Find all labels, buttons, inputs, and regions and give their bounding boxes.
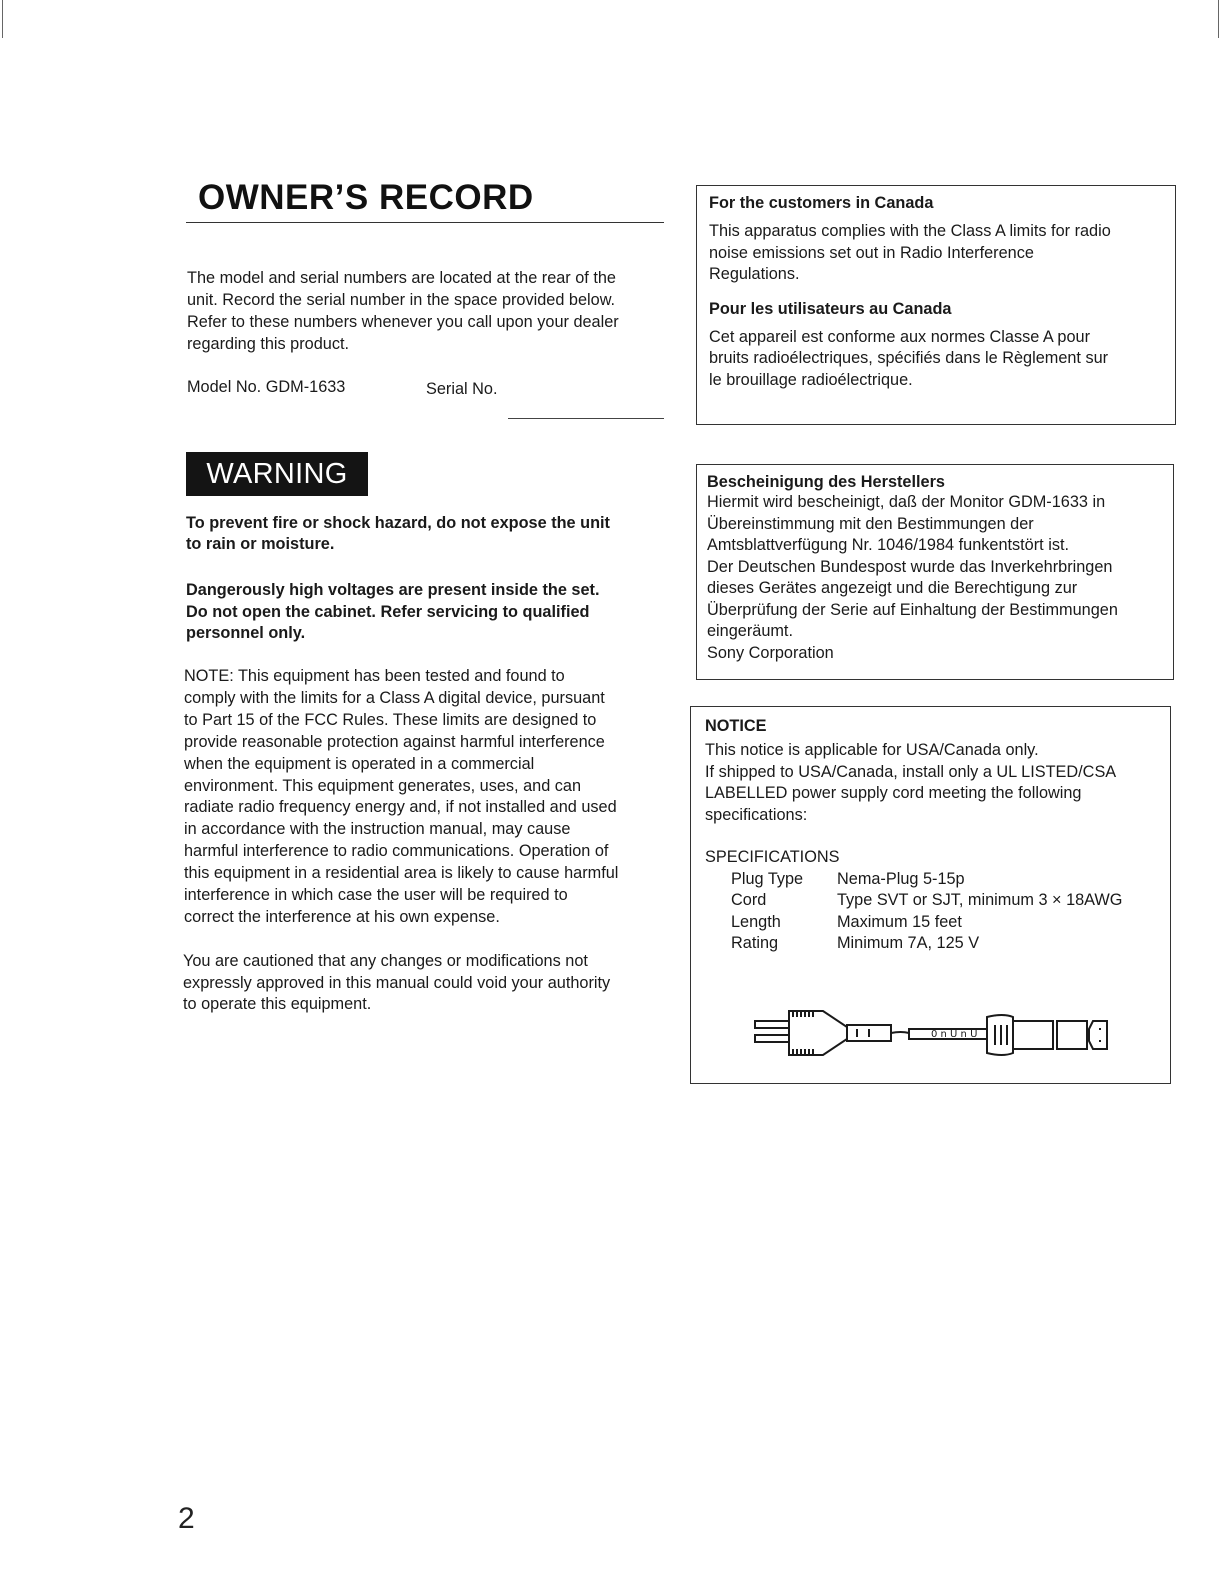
german-line: Hiermit wird bescheinigt, daß der Monitor GDM-1633 in [707, 493, 1106, 511]
right-margin-mark [1218, 0, 1219, 38]
german-line: Amtsblattverfügung Nr. 1046/1984 funkentstört ist. [707, 536, 1070, 554]
note-line: to Part 15 of the FCC Rules. These limits are designed to [184, 710, 597, 729]
hazard-line: to rain or moisture. [186, 535, 335, 553]
note-line: correct the interference at his own expense. [184, 907, 500, 926]
canada-fr-line: bruits radioélectriques, spécifiés dans le Règlement sur [709, 349, 1109, 367]
svg-text:0 n U n U: 0 n U n U [931, 1029, 978, 1040]
voltage-line: personnel only. [186, 624, 306, 642]
german-line: dieses Gerätes angezeigt und die Berechtigung zur [707, 579, 1078, 597]
caution-line: expressly approved in this manual could void your authority [183, 973, 611, 992]
title-underline [186, 222, 664, 223]
specifications-heading: SPECIFICATIONS [705, 848, 840, 866]
intro-line: The model and serial numbers are located at the rear of the [187, 269, 616, 287]
canada-heading-fr: Pour les utilisateurs au Canada [709, 299, 952, 318]
notice-line: This notice is applicable for USA/Canada only. [705, 741, 1039, 759]
intro-line: Refer to these numbers whenever you call upon your dealer [187, 313, 619, 331]
spec-value: Minimum 7A, 125 V [837, 934, 980, 952]
note-line: interference in which case the user will be required to [184, 886, 568, 905]
serial-number-label: Serial No. [426, 380, 498, 398]
note-line: radiate radio frequency energy and, if not installed and used [184, 798, 617, 817]
note-line: harmful interference to radio communications. Operation of [184, 842, 609, 861]
serial-number-line [508, 418, 664, 419]
page-title: OWNER’S RECORD [198, 178, 534, 217]
notice-line: If shipped to USA/Canada, install only a UL LISTED/CSA [705, 762, 1117, 781]
german-line: Der Deutschen Bundespost wurde das Inverkehrbringen [707, 557, 1113, 576]
spec-row [705, 869, 1156, 891]
spec-name: Length [731, 912, 781, 931]
note-line: when the equipment is operated in a commercial [184, 754, 535, 773]
german-line: eingeräumt. [707, 622, 793, 640]
spec-name: Cord [731, 891, 767, 909]
manufacturer-certificate-box [696, 464, 1174, 680]
note-line: NOTE: This equipment has been tested and found to [184, 667, 565, 685]
spec-value: Maximum 15 feet [837, 912, 962, 931]
german-heading: Bescheinigung des Herstellers [707, 473, 945, 491]
canada-heading-en: For the customers in Canada [709, 194, 934, 212]
german-line: Überprüfung der Serie auf Einhaltung der Bestimmungen [707, 600, 1118, 619]
high-voltage-warning [186, 580, 599, 645]
spec-name: Rating [731, 934, 779, 952]
fire-hazard-warning [186, 513, 610, 555]
caution-line: to operate this equipment. [183, 995, 372, 1013]
note-line: environment. This equipment generates, uses, and can [184, 776, 582, 795]
canada-fr-line: le brouillage radioélectrique. [709, 370, 913, 389]
spec-row [705, 912, 1156, 934]
note-line: in accordance with the instruction manual, may cause [184, 820, 571, 839]
left-margin-mark [2, 0, 3, 38]
spec-value: Nema-Plug 5-15p [837, 869, 965, 888]
spec-row [705, 933, 1156, 955]
canada-text-fr [709, 327, 1161, 392]
canada-compliance-box [696, 185, 1176, 425]
caution-line: You are cautioned that any changes or modifications not [183, 952, 588, 970]
note-line: this equipment in a residential area is likely to cause harmful [184, 864, 619, 883]
canada-text-en [709, 221, 1161, 286]
page-number: 2 [178, 1502, 195, 1535]
model-number: Model No. GDM-1633 [187, 378, 346, 396]
note-line: provide reasonable protection against harmful interference [184, 732, 605, 751]
warning-badge: WARNING [186, 452, 368, 496]
intro-line: regarding this product. [187, 335, 350, 353]
spec-row [705, 890, 1156, 912]
notice-line: LABELLED power supply cord meeting the following [705, 784, 1082, 802]
german-line: Übereinstimmung mit den Bestimmungen der [707, 514, 1034, 533]
notice-box [690, 706, 1171, 1084]
note-line: comply with the limits for a Class A digital device, pursuant [184, 688, 605, 707]
canada-en-line: Regulations. [709, 265, 800, 283]
notice-heading: NOTICE [705, 717, 767, 735]
notice-line: specifications: [705, 805, 808, 824]
hazard-line: To prevent fire or shock hazard, do not expose the unit [186, 514, 610, 532]
voltage-line: Do not open the cabinet. Refer servicing to qualified [186, 602, 590, 621]
spec-value: Type SVT or SJT, minimum 3 × 18AWG [837, 891, 1123, 909]
owners-record-intro [187, 267, 619, 355]
german-line: Sony Corporation [707, 643, 834, 662]
canada-fr-line: Cet appareil est conforme aux normes Classe A pour [709, 327, 1090, 346]
voltage-line: Dangerously high voltages are present inside the set. [186, 581, 600, 599]
canada-en-line: noise emissions set out in Radio Interference [709, 243, 1034, 262]
notice-text [705, 740, 1156, 826]
spec-name: Plug Type [731, 869, 804, 888]
modification-caution [183, 951, 610, 1016]
canada-en-line: This apparatus complies with the Class A limits for radio [709, 222, 1111, 240]
german-text [707, 492, 1159, 664]
power-cord-icon [751, 1003, 1111, 1067]
fcc-note [184, 666, 618, 929]
intro-line: unit. Record the serial number in the space provided below. [187, 291, 616, 309]
